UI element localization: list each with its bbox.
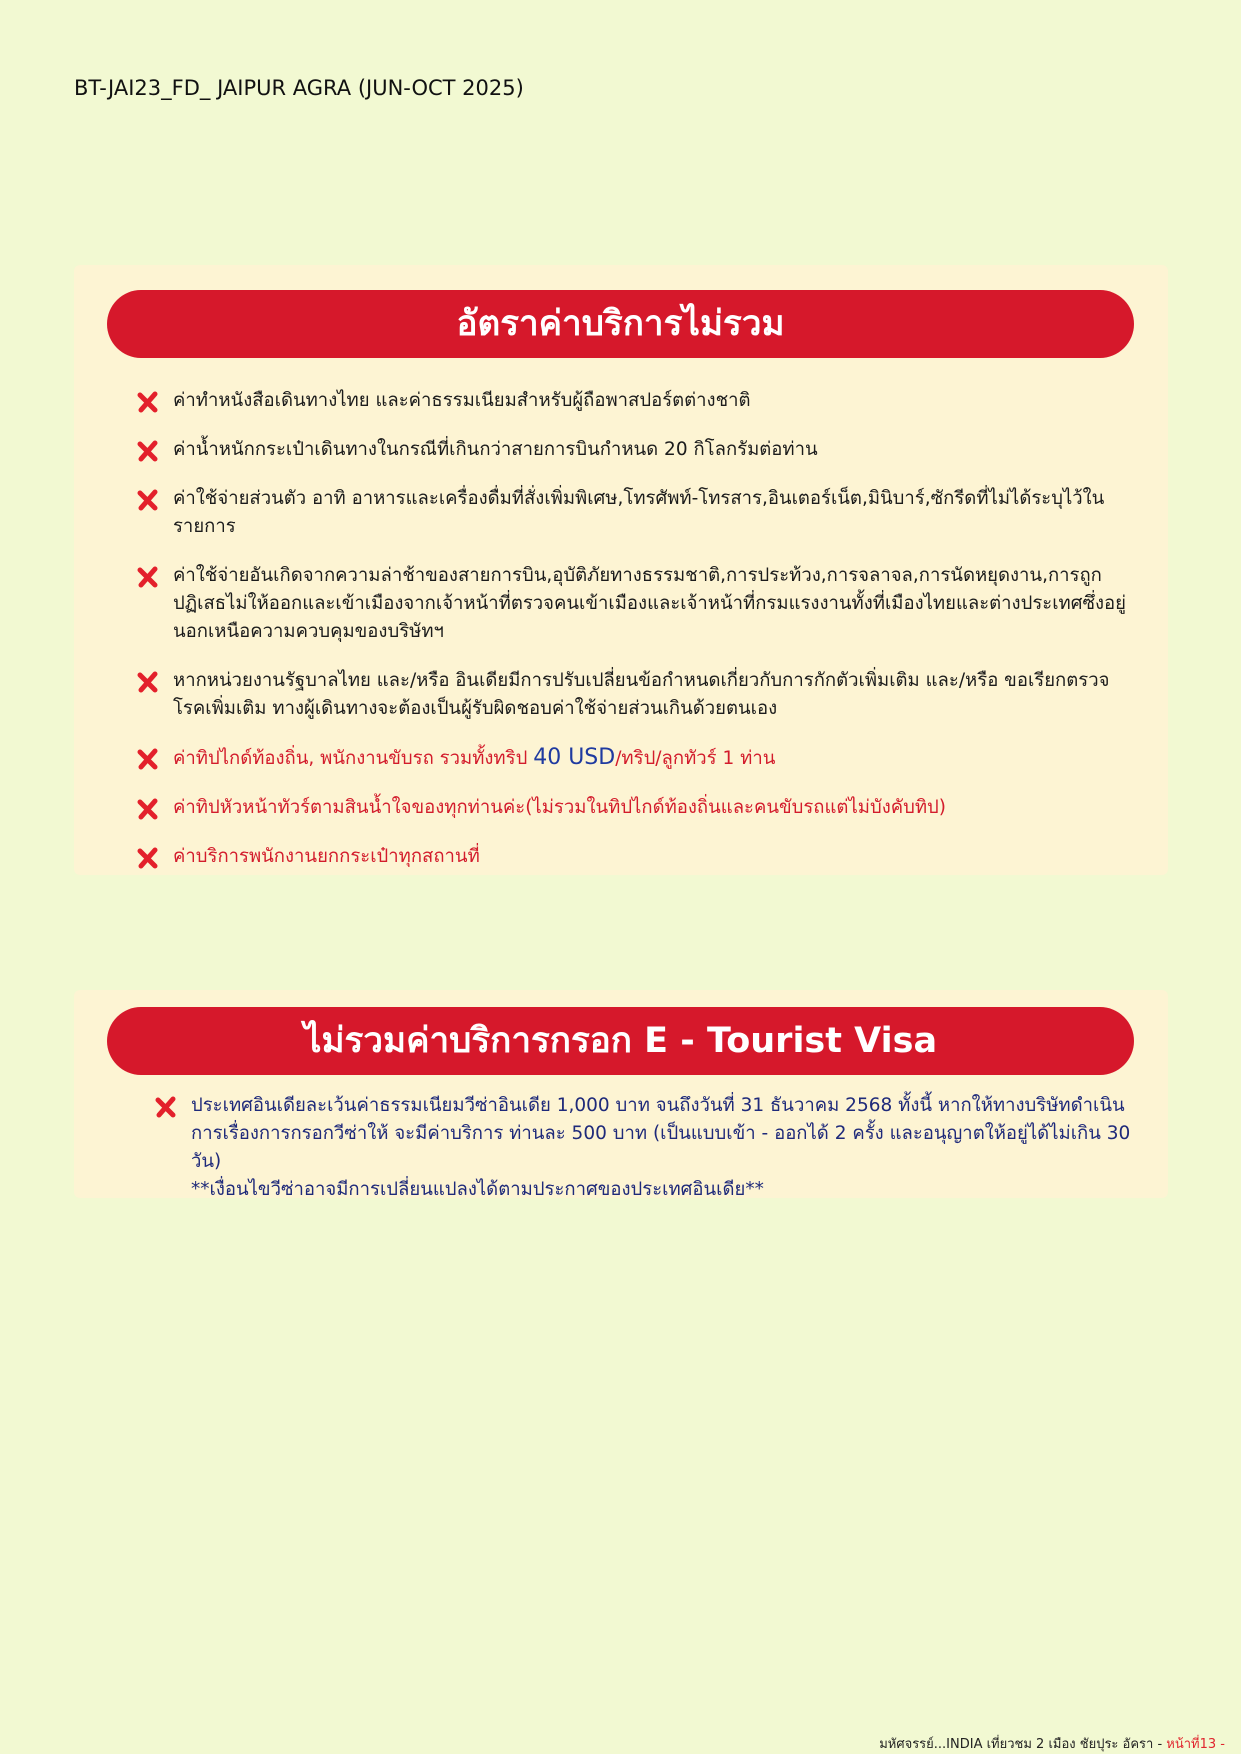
list-item	[136, 667, 1138, 723]
doc-code: BT-JAI23_FD_ JAIPUR AGRA (JUN-OCT 2025)	[74, 76, 524, 100]
tip-suffix: /ทริป/ลูกทัวร์ 1 ท่าน	[615, 748, 776, 769]
list-item	[136, 436, 1138, 464]
visa-card	[74, 990, 1168, 1198]
tip-prefix: ค่าทิปไกด์ท้องถิ่น, พนักงานขับรถ รวมทั้งทริป	[173, 748, 534, 769]
footer-text: มหัศจรรย์...INDIA เที่ยวชม 2 เมือง ชัยปุระ อัครา -	[879, 1737, 1167, 1752]
list-item	[136, 485, 1138, 541]
red-x-icon	[136, 846, 160, 870]
visa-list	[154, 1092, 1138, 1204]
item-text: ค่าใช้จ่ายอันเกิดจากความล่าช้าของสายการบิน,อุบัติภัยทางธรรมชาติ,การประท้วง,การจลาจล,การนัดหยุดงาน,การถูกปฏิเสธไม่ให้ออกและเข้าเมืองจากเจ้าหน้าที่ตรวจคนเข้าเมืองและเจ้าหน้าที่กรมแรงงานทั้งที่เมืองไทยและต่างประเทศซึ่งอยู่นอกเหนือความควบคุมของบริษัทฯ	[173, 565, 1127, 642]
visa-text: ประเทศอินเดียละเว้นค่าธรรมเนียมวีซ่าอินเดีย 1,000 บาท จนถึงวันที่ 31 ธันวาคม 2568 ทั้งนี้ หากให้ทางบริษัทดำเนินการเรื่องการกรอกวีซ่าให้ จะมีค่าบริการ ท่านละ 500 บาท (เป็นแบบเข้า - ออกได้ 2 ครั้ง และอนุญาตให้อยู่ได้ไม่เกิน 30 วัน)	[191, 1095, 1131, 1172]
red-x-icon	[136, 439, 160, 463]
list-item	[136, 562, 1138, 646]
red-x-icon	[136, 488, 160, 512]
red-x-icon	[154, 1095, 178, 1119]
item-text: ค่าน้ำหนักกระเป๋าเดินทางในกรณีที่เกินกว่าสายการบินกำหนด 20 กิโลกรัมต่อท่าน	[173, 439, 818, 460]
excluded-services-list	[136, 387, 1138, 892]
list-item	[154, 1092, 1138, 1204]
item-text: ค่าทิปหัวหน้าทัวร์ตามสินน้ำใจของทุกท่านค่ะ(ไม่รวมในทิปไกด์ท้องถิ่นและคนขับรถแต่ไม่บังคับทิป)	[173, 797, 946, 818]
red-x-icon	[136, 747, 160, 771]
item-text: ค่าทำหนังสือเดินทางไทย และค่าธรรมเนียมสำหรับผู้ถือพาสปอร์ตต่างชาติ	[173, 390, 751, 411]
item-text: ค่าบริการพนักงานยกกระเป๋าทุกสถานที่	[173, 846, 480, 867]
red-x-icon	[136, 565, 160, 589]
red-x-icon	[136, 797, 160, 821]
excluded-services-title: อัตราค่าบริการไม่รวม	[107, 290, 1134, 358]
page-footer	[879, 1733, 1225, 1754]
list-item	[136, 794, 1138, 822]
red-x-icon	[136, 390, 160, 414]
red-x-icon	[136, 670, 160, 694]
item-text: ค่าใช้จ่ายส่วนตัว อาทิ อาหารและเครื่องดื่มที่สั่งเพิ่มพิเศษ,โทรศัพท์-โทรสาร,อินเตอร์เน็ต,มินิบาร์,ซักรีดที่ไม่ได้ระบุไว้ในรายการ	[173, 488, 1105, 537]
item-text: หากหน่วยงานรัฐบาลไทย และ/หรือ อินเดียมีการปรับเปลี่ยนข้อกำหนดเกี่ยวกับการกักตัวเพิ่มเติม และ/หรือ ขอเรียกตรวจโรคเพิ่มเติม ทางผู้เดินทางจะต้องเป็นผู้รับผิดชอบค่าใช้จ่ายส่วนเกินด้วยตนเอง	[173, 670, 1110, 719]
list-item	[136, 387, 1138, 415]
tip-amount: 40 USD	[533, 745, 616, 770]
list-item	[136, 843, 1138, 871]
visa-title: ไม่รวมค่าบริการกรอก E - Tourist Visa	[107, 1007, 1134, 1075]
page-number: หน้าที่13 -	[1166, 1737, 1225, 1752]
list-item-tip	[136, 744, 1138, 773]
visa-note: **เงื่อนไขวีซ่าอาจมีการเปลี่ยนแปลงได้ตามประกาศของประเทศอินเดีย**	[191, 1179, 764, 1200]
excluded-services-card	[74, 265, 1168, 875]
